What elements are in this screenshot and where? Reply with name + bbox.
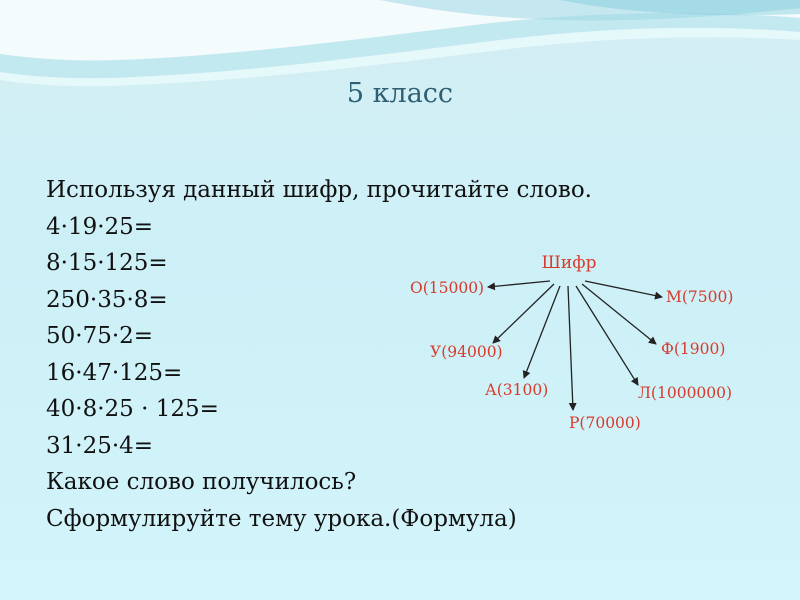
expression-line: 8·15·125=: [46, 250, 168, 276]
slide-title: 5 класс: [346, 78, 454, 109]
arrow-to-l: [576, 286, 638, 385]
expression-line: 31·25·4=: [46, 432, 154, 459]
cipher-entry-m: М(7500): [666, 288, 734, 306]
arrow-to-o: [488, 281, 550, 287]
cipher-entry-u: У(94000): [430, 343, 503, 361]
arrow-to-a: [524, 286, 560, 378]
arrow-to-r: [568, 286, 573, 410]
cipher-hub-label: Шифр: [541, 253, 597, 273]
topic-line: Сформулируйте тему урока.(Формула): [46, 505, 517, 532]
cipher-entry-f: Ф(1900): [661, 340, 726, 358]
expression-line: 50·75·2=: [46, 323, 154, 349]
cipher-entry-l: Л(1000000): [638, 384, 733, 402]
expression-line: 40·8·25 · 125=: [46, 396, 219, 422]
expression-line: 16·47·125=: [46, 359, 183, 386]
expression-line: 4·19·25=: [46, 213, 154, 240]
expression-line: 250·35·8=: [46, 286, 168, 313]
arrow-to-u: [493, 284, 554, 343]
cipher-entry-o: О(15000): [410, 279, 485, 297]
cipher-entry-r: Р(70000): [569, 414, 641, 432]
cipher-entry-a: А(3100): [485, 381, 549, 399]
arrow-to-m: [585, 281, 662, 297]
question-line: Какое слово получилось?: [46, 469, 357, 495]
instruction-line: Используя данный шифр, прочитайте слово.: [46, 177, 592, 203]
